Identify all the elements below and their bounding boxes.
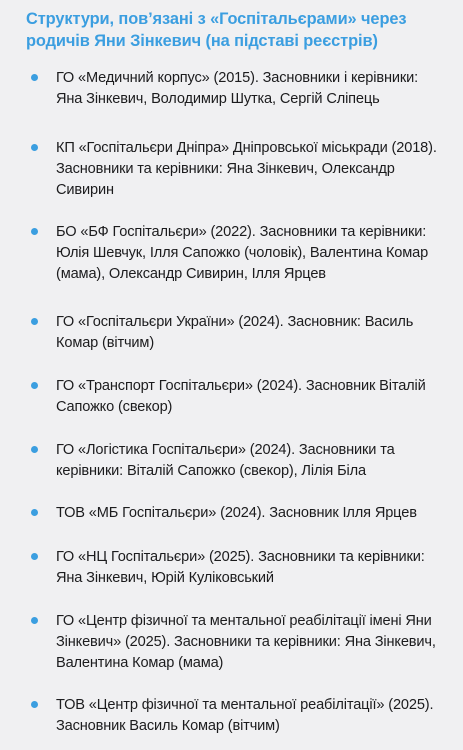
bullet-icon — [31, 617, 38, 624]
bullet-icon — [31, 553, 38, 560]
bullet-icon — [31, 228, 38, 235]
bullet-icon — [31, 701, 38, 708]
list-item-logistics-hospitallers — [56, 440, 456, 482]
list-item-line: Яна Зінкевич, Юрій Куліковський — [56, 570, 274, 586]
list-item-line: ТОВ «Центр фізичної та ментальної реабілітації» (2025). — [56, 697, 434, 713]
list-item-line: ГО «Медичний корпус» (2015). Засновники і керівники: — [56, 70, 419, 86]
bullet-icon — [31, 446, 38, 453]
bullet-icon — [31, 509, 38, 516]
list-item-rehab-center-zinkevych — [56, 611, 456, 674]
list-item-line: БО «БФ Госпітальєри» (2022). Засновники та керівники: — [56, 224, 427, 240]
list-item-line: ГО «Госпітальєри України» (2024). Засновник: Василь — [56, 314, 414, 330]
list-item-line: Валентина Комар (мама) — [56, 655, 224, 671]
list-item-line: ГО «Логістика Госпітальєри» (2024). Засновники та — [56, 442, 395, 458]
list-item-line: Комар (вітчим) — [56, 335, 155, 351]
list-item-line: Сивирин — [56, 182, 114, 198]
list-item-hospitallers-dnipro — [56, 138, 456, 201]
list-item-line: Засновники та керівники: Яна Зінкевич, Олександр — [56, 161, 395, 177]
list-item-line: ГО «НЦ Госпітальєри» (2025). Засновники та керівники: — [56, 549, 425, 565]
list-item-mb-hospitallers — [56, 503, 456, 524]
bullet-icon — [31, 382, 38, 389]
list-item-hospitallers-ukraine — [56, 312, 456, 354]
list-item-line: Сапожко (свекор) — [56, 399, 173, 415]
list-item-bf-hospitallers — [56, 222, 456, 285]
list-item-line: Зінкевич» (2025). Засновники та керівники: Яна Зінкевич, — [56, 634, 436, 650]
list-item-line: КП «Госпітальєри Дніпра» Дніпровської міськради (2018). — [56, 140, 437, 156]
list-item-line: Юлія Шевчук, Ілля Сапожко (чоловік), Валентина Комар — [56, 245, 429, 261]
list-item-line: керівники: Віталій Сапожко (свекор), Лілія Біла — [56, 463, 366, 479]
list-item-line: ГО «Транспорт Госпітальєри» (2024). Засновник Віталій — [56, 378, 426, 394]
bullet-icon — [31, 144, 38, 151]
list-item-line: Яна Зінкевич, Володимир Шутка, Сергій Сліпець — [56, 91, 380, 107]
list-item-line: ТОВ «МБ Госпітальєри» (2024). Засновник Ілля Ярцев — [56, 505, 417, 521]
list-item-nc-hospitallers — [56, 547, 456, 589]
list-item-line: Засновник Василь Комар (вітчим) — [56, 718, 280, 734]
list-item-line: ГО «Центр фізичної та ментальної реабілітації імені Яни — [56, 613, 432, 629]
page-title-line-1: Структури, пов’язані з «Госпітальєрами» через — [26, 10, 407, 28]
list-item-medical-corps — [56, 68, 456, 110]
page-title-line-2: родичів Яни Зінкевич (на підставі реєстрів) — [26, 32, 378, 50]
bullet-icon — [31, 74, 38, 81]
list-item-line: (мама), Олександр Сивирин, Ілля Ярцев — [56, 266, 326, 282]
list-item-transport-hospitallers — [56, 376, 456, 418]
page-title — [26, 8, 451, 52]
bullet-icon — [31, 318, 38, 325]
list-item-rehab-center-llc — [56, 695, 456, 737]
